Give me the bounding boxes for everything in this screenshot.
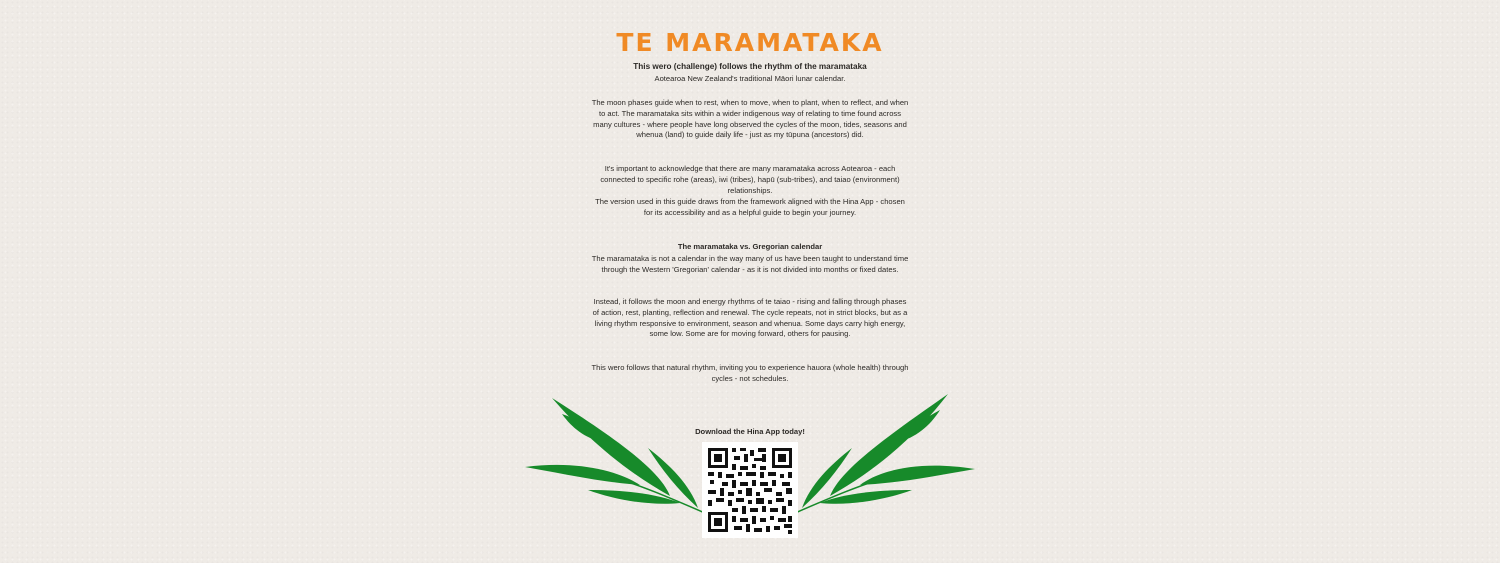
intro-subheading: Aotearoa New Zealand's traditional Māori lunar calendar.: [654, 74, 846, 83]
leaf-branch-right-icon: [790, 390, 980, 520]
intro-heading: This wero (challenge) follows the rhythm of the maramataka: [633, 62, 867, 71]
qr-code-icon[interactable]: [702, 442, 798, 538]
closing-paragraph: This wero follows that natural rhythm, inviting you to experience hauora (whole health) through cycles - not schedules.: [591, 363, 909, 383]
comparison-paragraph: The maramataka is not a calendar in the way many of us have been taught to understand time through the Western 'Gregorian' calendar - as it is not divided into months or fixed dates.: [591, 254, 909, 274]
acknowledge-paragraph: It's important to acknowledge that there are many maramataka across Aotearoa - each connected to specific rohe (areas), iwi (tribes), hapū (sub-tribes), and taiao (environment) relationships.: [600, 164, 900, 195]
version-paragraph: The version used in this guide draws from the framework aligned with the Hina App - chosen for its accessibility and as a helpful guide to begin your journey.: [595, 197, 905, 217]
leaf-branch-left-icon: [520, 390, 710, 520]
comparison-heading: The maramataka vs. Gregorian calendar: [677, 242, 823, 251]
instead-paragraph: Instead, it follows the moon and energy rhythms of te taiao - rising and falling through phases of action, rest, planting, reflection and renewal. The cycle repeats, not in strict blocks, but as a living rhythm responsive to environment, season and whenua. Some days carry high energy, some low. Some are for moving forward, others for pausing.: [592, 297, 908, 339]
download-cta: Download the Hina App today!: [695, 427, 805, 436]
page-title: TE MARAMATAKA: [616, 28, 884, 57]
moon-phases-paragraph: The moon phases guide when to rest, when to move, when to plant, when to reflect, and when to act. The maramataka sits within a wider indigenous way of relating to time found across many cultures - where people have long observed the cycles of the moon, tides, seasons and whenua (land) to guide daily life - just as my tūpuna (ancestors) did.: [591, 98, 909, 140]
